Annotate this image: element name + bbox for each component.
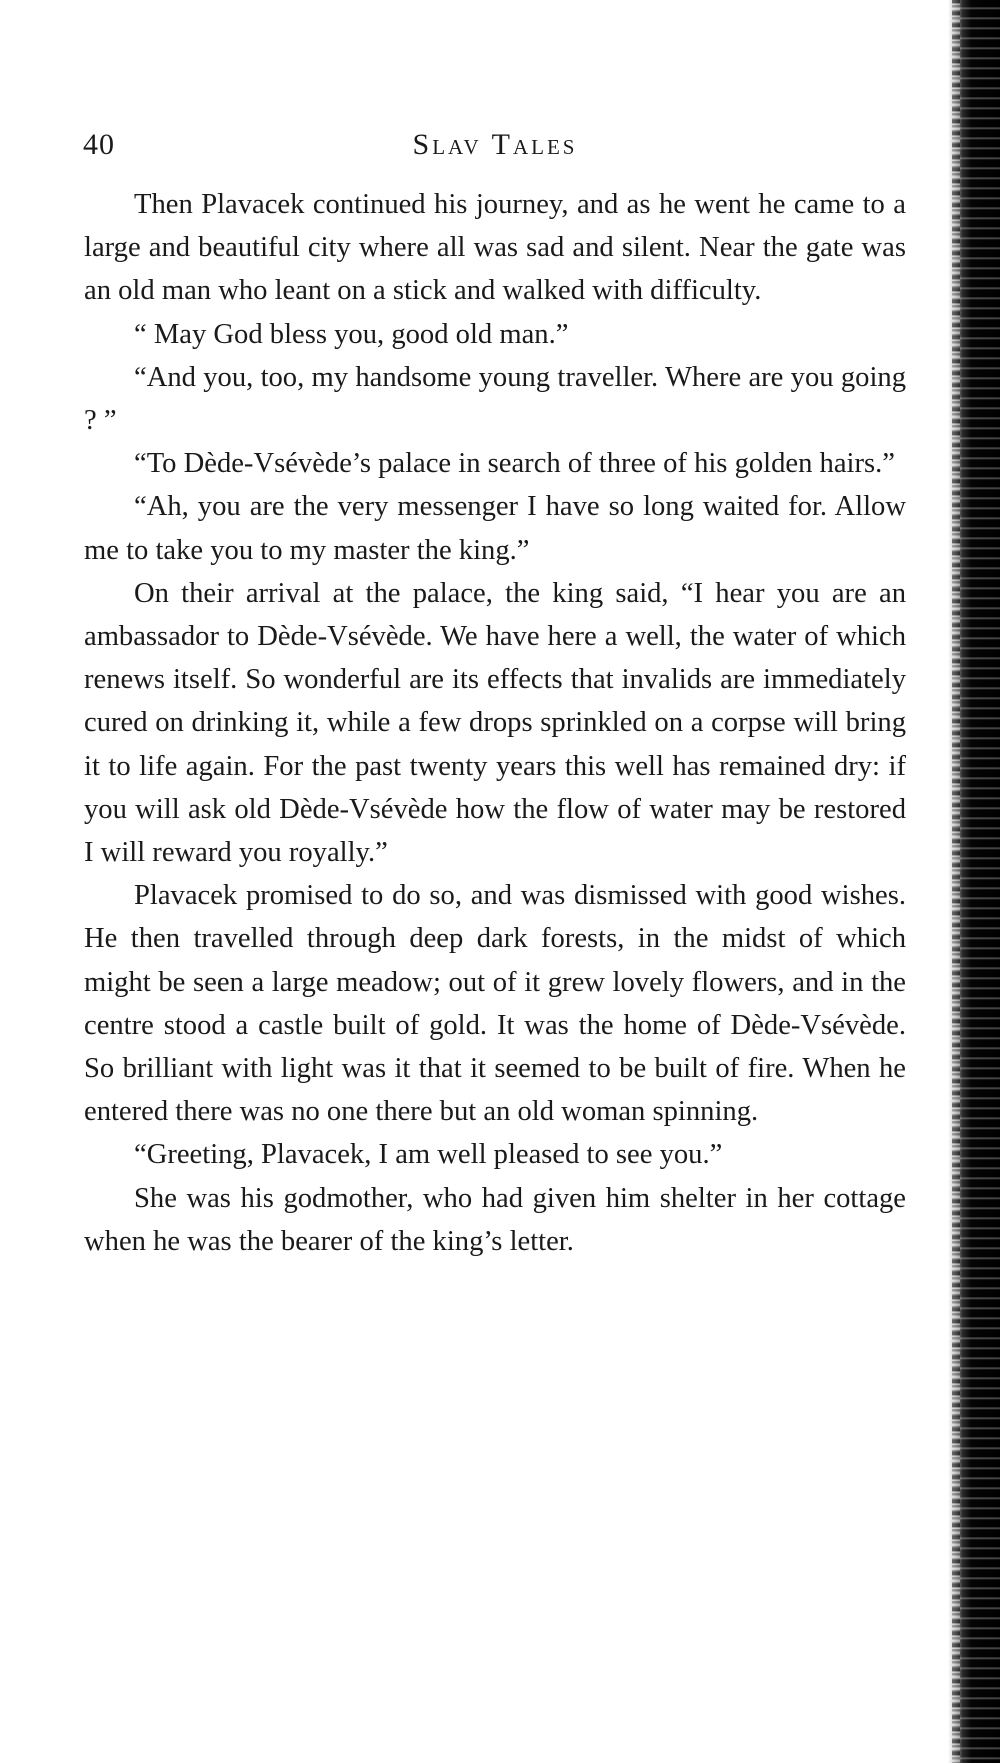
paragraph-golden-castle: Plavacek promised to do so, and was dismissed with good wishes. He then travelled through deep dark forests, in the midst of which might be seen a large meadow; out of it grew lovely flowers, and in the centre stood a castle built of gold. It was the home of Dède-Vsévède. So brilliant with light was it that it seemed to be built of fire. When he entered there was no one there but an old woman spinning. — [84, 880, 906, 1128]
page-number: 40 — [83, 128, 115, 161]
paragraph-king-speech: On their arrival at the palace, the king said, “I hear you are an ambassador to Dède-Vsévède. We have here a well, the water of which renews itself. So wonderful are its effects that invalids are immediately cured on drinking it, while a few drops sprinkled on a corpse will bring it to life again. For the past twenty years this well has remained dry: if you will ask old Dède-Vsévède how the flow of water may be restored I will reward you royally.” — [84, 577, 906, 869]
running-title: Slav Tales — [412, 128, 578, 161]
paragraph-godmother: She was his godmother, who had given him shelter in her cottage when he was the bearer of the king’s letter. — [84, 1182, 906, 1257]
body-text — [84, 183, 906, 1263]
binding-edge-texture — [952, 0, 960, 1763]
running-head — [83, 128, 907, 168]
paragraph-messenger: “Ah, you are the very messenger I have so long waited for. Allow me to take you to my master the king.” — [84, 491, 906, 566]
paragraph-plavacek-answer: “To Dède-Vsévède’s palace in search of three of his golden hairs.” — [134, 448, 895, 480]
paragraph-journey-to-city: Then Plavacek continued his journey, and as he went he came to a large and beautiful city where all was sad and silent. Near the gate was an old man who leant on a stick and walked with difficulty. — [84, 189, 906, 307]
paragraph-greeting: “Greeting, Plavacek, I am well pleased to see you.” — [134, 1139, 723, 1171]
paragraph-blessing: “ May God bless you, good old man.” — [134, 318, 569, 350]
paragraph-old-man-reply: “And you, too, my handsome young traveller. Where are you going ? ” — [84, 361, 906, 437]
